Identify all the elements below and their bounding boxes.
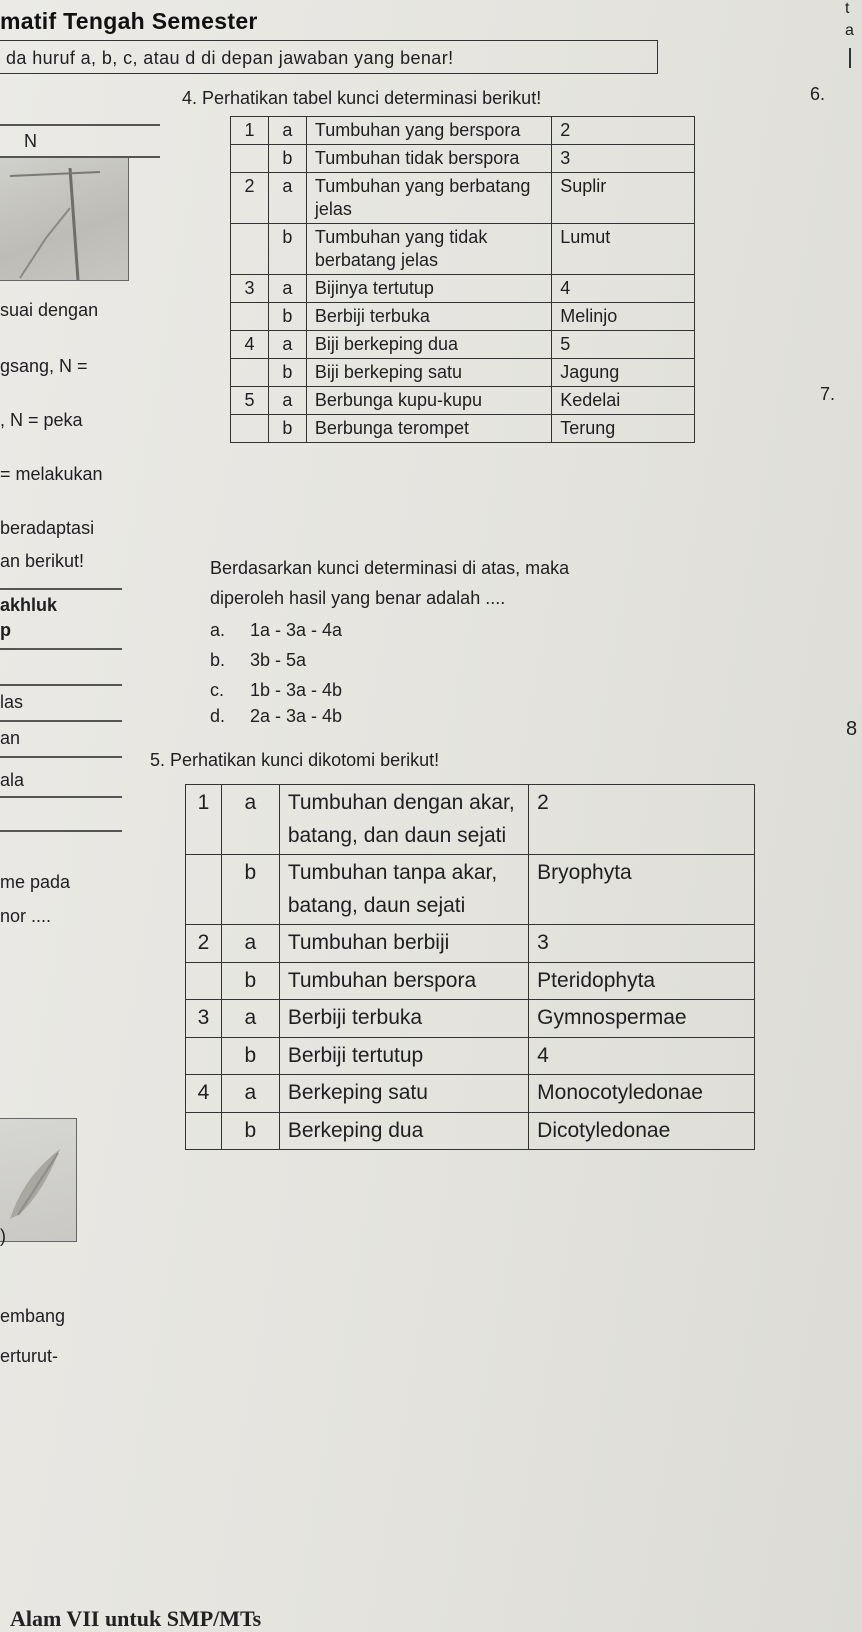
key-option-letter: a bbox=[221, 925, 279, 963]
left-table-rule bbox=[0, 756, 122, 758]
left-text-fragment: an bbox=[0, 728, 21, 748]
key-row bbox=[186, 855, 755, 925]
key-step-number bbox=[186, 1112, 222, 1150]
question-6-number: 6. bbox=[810, 84, 826, 104]
key-result: 3 bbox=[529, 925, 755, 963]
key-step-number: 4 bbox=[186, 1075, 222, 1113]
key-option-letter: b bbox=[268, 415, 306, 443]
key-row bbox=[186, 1112, 755, 1150]
key-step-number: 4 bbox=[231, 331, 269, 359]
key-description: Tumbuhan dengan akar, batang, dan daun sejati bbox=[279, 785, 528, 855]
book-footer: Alam VII untuk SMP/MTs bbox=[10, 1606, 262, 1631]
key-description: Tumbuhan yang tidak berbatang jelas bbox=[306, 224, 551, 275]
key-result: Terung bbox=[552, 415, 695, 443]
key-result: 4 bbox=[552, 275, 695, 303]
key-step-number: 3 bbox=[231, 275, 269, 303]
right-edge-fragment: t bbox=[845, 0, 850, 17]
left-text-fragment: akhluk bbox=[0, 595, 58, 615]
left-text-fragment: suai dengan bbox=[0, 300, 99, 320]
left-text-fragment: ) bbox=[0, 1226, 6, 1246]
option-a-label: a. bbox=[210, 620, 226, 640]
option-b-label: b. bbox=[210, 650, 226, 670]
key-row bbox=[231, 415, 695, 443]
key-step-number bbox=[231, 145, 269, 173]
key-row bbox=[231, 387, 695, 415]
key-option-letter: a bbox=[268, 275, 306, 303]
key-result: Dicotyledonae bbox=[529, 1112, 755, 1150]
key-description: Tumbuhan yang berbatang jelas bbox=[306, 173, 551, 224]
key-option-letter: b bbox=[221, 1112, 279, 1150]
key-row bbox=[231, 331, 695, 359]
key-description: Biji berkeping dua bbox=[306, 331, 551, 359]
key-description: Bijinya tertutup bbox=[306, 275, 551, 303]
key-step-number bbox=[231, 303, 269, 331]
question-4-prompt: 4. Perhatikan tabel kunci determinasi berikut! bbox=[182, 88, 542, 108]
key-description: Berbiji tertutup bbox=[279, 1037, 528, 1075]
key-step-number: 1 bbox=[186, 785, 222, 855]
key-step-number: 3 bbox=[186, 1000, 222, 1038]
page-title: matif Tengah Semester bbox=[0, 8, 258, 34]
key-option-letter: b bbox=[268, 145, 306, 173]
left-text-fragment: = melakukan bbox=[0, 464, 103, 484]
left-text-fragment: ala bbox=[0, 770, 25, 790]
key-row bbox=[186, 1037, 755, 1075]
question-4-stem-line2: diperoleh hasil yang benar adalah .... bbox=[210, 588, 506, 608]
key-step-number bbox=[231, 359, 269, 387]
key-row bbox=[231, 117, 695, 145]
key-description: Berkeping satu bbox=[279, 1075, 528, 1113]
key-row bbox=[186, 785, 755, 855]
key-result: 2 bbox=[529, 785, 755, 855]
key-row bbox=[186, 1075, 755, 1113]
key-description: Tumbuhan yang berspora bbox=[306, 117, 551, 145]
key-description: Berbunga kupu-kupu bbox=[306, 387, 551, 415]
key-option-letter: a bbox=[268, 173, 306, 224]
question-5-prompt: 5. Perhatikan kunci dikotomi berikut! bbox=[150, 750, 440, 770]
key-option-letter: b bbox=[268, 224, 306, 275]
dichotomous-key-table bbox=[185, 784, 755, 1150]
key-step-number bbox=[231, 224, 269, 275]
key-result: Jagung bbox=[552, 359, 695, 387]
key-description: Tumbuhan berspora bbox=[279, 962, 528, 1000]
key-result: 3 bbox=[552, 145, 695, 173]
key-option-letter: a bbox=[268, 117, 306, 145]
left-text-fragment: las bbox=[0, 692, 24, 712]
option-d-label: d. bbox=[210, 706, 226, 726]
key-result: Bryophyta bbox=[529, 855, 755, 925]
option-c-text: 1b - 3a - 4b bbox=[250, 680, 343, 700]
left-table-rule bbox=[0, 720, 122, 722]
left-text-fragment: gsang, N = bbox=[0, 356, 88, 376]
key-description: Berkeping dua bbox=[279, 1112, 528, 1150]
left-table-rule bbox=[0, 830, 122, 832]
key-option-letter: b bbox=[268, 303, 306, 331]
key-result: Pteridophyta bbox=[529, 962, 755, 1000]
key-result: Suplir bbox=[552, 173, 695, 224]
key-option-letter: a bbox=[268, 387, 306, 415]
left-text-fragment: p bbox=[0, 620, 11, 640]
key-step-number: 1 bbox=[231, 117, 269, 145]
option-d-text: 2a - 3a - 4b bbox=[250, 706, 343, 726]
option-b-text: 3b - 5a bbox=[250, 650, 307, 670]
instruction-text: da huruf a, b, c, atau d di depan jawaban yang benar! bbox=[6, 48, 454, 68]
key-option-letter: b bbox=[221, 855, 279, 925]
option-c-label: c. bbox=[210, 680, 225, 700]
key-description: Berbiji terbuka bbox=[279, 1000, 528, 1038]
key-option-letter: a bbox=[268, 331, 306, 359]
key-description: Tumbuhan berbiji bbox=[279, 925, 528, 963]
determination-key-table bbox=[230, 116, 695, 443]
left-text-fragment: erturut- bbox=[0, 1346, 59, 1366]
key-row bbox=[231, 145, 695, 173]
key-result: Gymnospermae bbox=[529, 1000, 755, 1038]
key-description: Tumbuhan tidak berspora bbox=[306, 145, 551, 173]
plant-photo bbox=[0, 1118, 77, 1242]
key-option-letter: b bbox=[221, 962, 279, 1000]
question-8-number: 8 bbox=[846, 718, 858, 740]
key-option-letter: a bbox=[221, 1075, 279, 1113]
key-row bbox=[231, 173, 695, 224]
right-edge-fragment: a bbox=[845, 22, 854, 39]
left-text-fragment: me pada bbox=[0, 872, 71, 892]
key-description: Berbunga terompet bbox=[306, 415, 551, 443]
key-option-letter: b bbox=[268, 359, 306, 387]
key-step-number bbox=[186, 1037, 222, 1075]
left-table-rule bbox=[0, 684, 122, 686]
right-edge-mark bbox=[849, 48, 851, 68]
left-n-label: N bbox=[24, 131, 37, 151]
plant-stem-icon bbox=[0, 158, 128, 280]
key-result: Kedelai bbox=[552, 387, 695, 415]
key-result: 2 bbox=[552, 117, 695, 145]
plant-photo bbox=[0, 158, 129, 281]
key-result: Lumut bbox=[552, 224, 695, 275]
key-step-number bbox=[186, 855, 222, 925]
left-text-fragment: an berikut! bbox=[0, 551, 85, 571]
key-result: Melinjo bbox=[552, 303, 695, 331]
key-step-number: 2 bbox=[186, 925, 222, 963]
key-row bbox=[186, 925, 755, 963]
key-row bbox=[231, 224, 695, 275]
key-step-number bbox=[186, 962, 222, 1000]
key-row bbox=[231, 359, 695, 387]
key-description: Biji berkeping satu bbox=[306, 359, 551, 387]
key-result: 5 bbox=[552, 331, 695, 359]
key-row bbox=[231, 303, 695, 331]
plant-leaf-icon bbox=[0, 1119, 76, 1241]
left-text-fragment: , N = peka bbox=[0, 410, 83, 430]
left-table-rule bbox=[0, 796, 122, 798]
key-result: Monocotyledonae bbox=[529, 1075, 755, 1113]
left-table-rule bbox=[0, 588, 122, 590]
left-table-rule bbox=[0, 124, 160, 126]
key-option-letter: a bbox=[221, 785, 279, 855]
key-row bbox=[186, 962, 755, 1000]
left-table-rule bbox=[0, 648, 122, 650]
key-row bbox=[186, 1000, 755, 1038]
key-row bbox=[231, 275, 695, 303]
left-text-fragment: beradaptasi bbox=[0, 518, 95, 538]
question-4-stem-line1: Berdasarkan kunci determinasi di atas, maka bbox=[210, 558, 570, 578]
key-result: 4 bbox=[529, 1037, 755, 1075]
key-step-number: 2 bbox=[231, 173, 269, 224]
key-step-number: 5 bbox=[231, 387, 269, 415]
key-option-letter: a bbox=[221, 1000, 279, 1038]
key-option-letter: b bbox=[221, 1037, 279, 1075]
option-a-text: 1a - 3a - 4a bbox=[250, 620, 343, 640]
key-description: Berbiji terbuka bbox=[306, 303, 551, 331]
key-description: Tumbuhan tanpa akar, batang, daun sejati bbox=[279, 855, 528, 925]
question-7-number: 7. bbox=[820, 384, 836, 404]
key-step-number bbox=[231, 415, 269, 443]
left-text-fragment: embang bbox=[0, 1306, 66, 1326]
left-text-fragment: nor .... bbox=[0, 906, 52, 926]
